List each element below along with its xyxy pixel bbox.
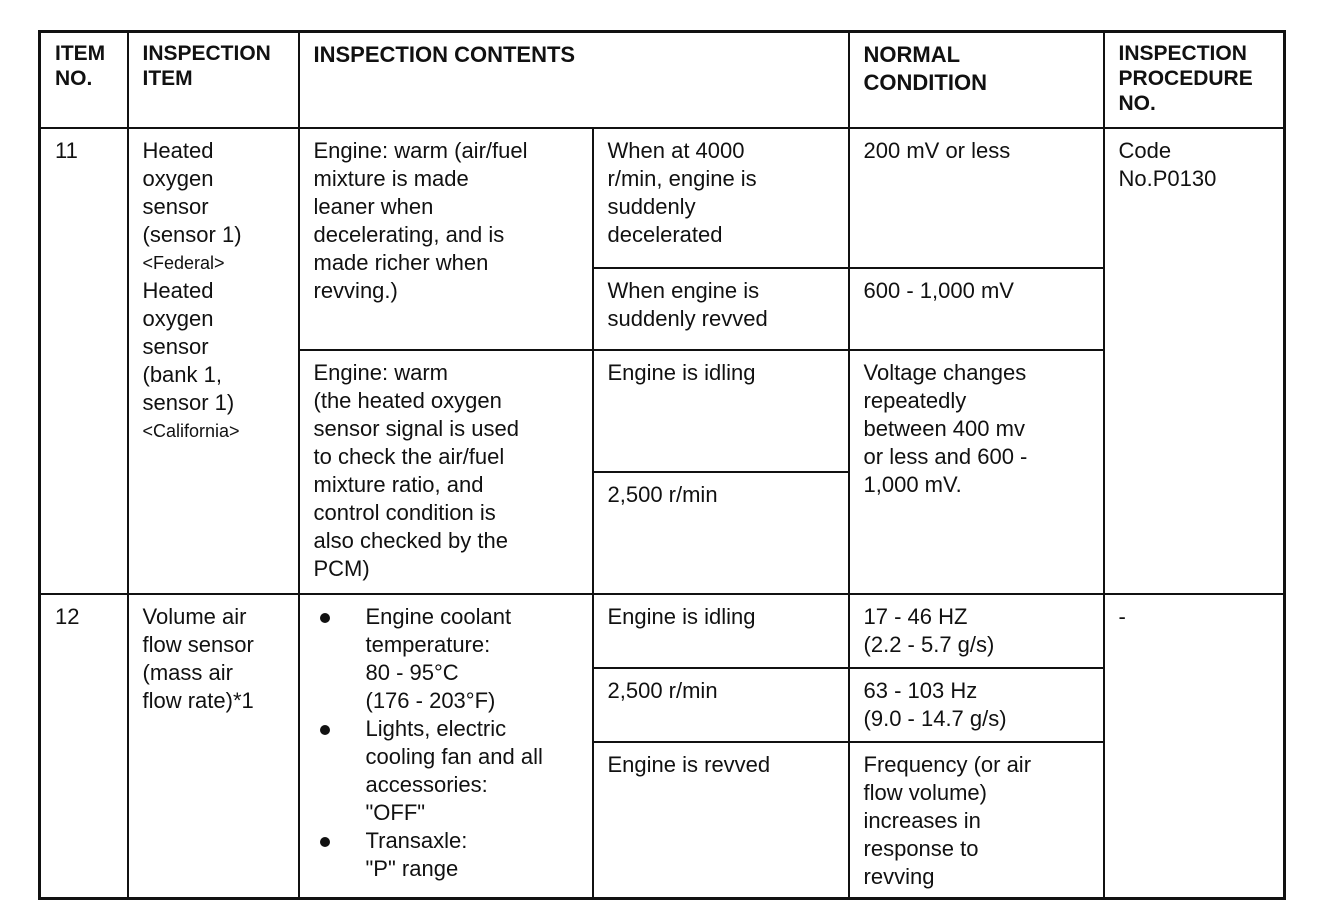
condition-11-decel: When at 4000 r/min, engine is suddenly decelerated [593,128,849,268]
header-inspection-item: INSPECTION ITEM [128,32,299,128]
item-no-12: 12 [40,594,128,899]
contents-11-group2: Engine: warm (the heated oxygen sensor signal is used to check the air/fuel mixture ratio, and control condition is also checked by the PCM) [299,350,593,594]
inspection-item-12: Volume air flow sensor (mass air flow rate)*1 [128,594,299,899]
list-item: Lights, electric cooling fan and all accessories: "OFF" [314,715,578,827]
normal-11-revved: 600 - 1,000 mV [849,268,1104,350]
procedure-11: Code No.P0130 [1104,128,1285,594]
list-item: Transaxle: "P" range [314,827,578,883]
normal-11-voltage: Voltage changes repeatedly between 400 mv or less and 600 - 1,000 mV. [849,350,1104,594]
condition-12-idling: Engine is idling [593,594,849,668]
header-item-no: ITEM NO. [40,32,128,128]
inspection-item-11: Heated oxygen sensor (sensor 1) <Federal> Heated oxygen sensor (bank 1, sensor 1) <California> [128,128,299,594]
list-item: Engine coolant temperature: 80 - 95°C (176 - 203°F) [314,603,578,715]
conditions-list [314,603,578,883]
header-procedure-no: INSPECTION PROCEDURE NO. [1104,32,1285,128]
header-normal-condition: NORMAL CONDITION [849,32,1104,128]
table-row [40,128,1285,268]
header-row [40,32,1285,128]
contents-12 [299,594,593,899]
condition-11-idling: Engine is idling [593,350,849,472]
condition-11-2500: 2,500 r/min [593,472,849,594]
header-inspection-contents: INSPECTION CONTENTS [299,32,849,128]
contents-11-group1: Engine: warm (air/fuel mixture is made leaner when decelerating, and is made richer when revving.) [299,128,593,350]
inspection-table [38,30,1286,900]
normal-12-revved: Frequency (or air flow volume) increases in response to revving [849,742,1104,899]
table-row [40,594,1285,668]
condition-11-revved: When engine is suddenly revved [593,268,849,350]
condition-12-2500: 2,500 r/min [593,668,849,742]
procedure-12: - [1104,594,1285,899]
normal-12-idling: 17 - 46 HZ (2.2 - 5.7 g/s) [849,594,1104,668]
item-no-11: 11 [40,128,128,594]
normal-11-decel: 200 mV or less [849,128,1104,268]
condition-12-revved: Engine is revved [593,742,849,899]
normal-12-2500: 63 - 103 Hz (9.0 - 14.7 g/s) [849,668,1104,742]
